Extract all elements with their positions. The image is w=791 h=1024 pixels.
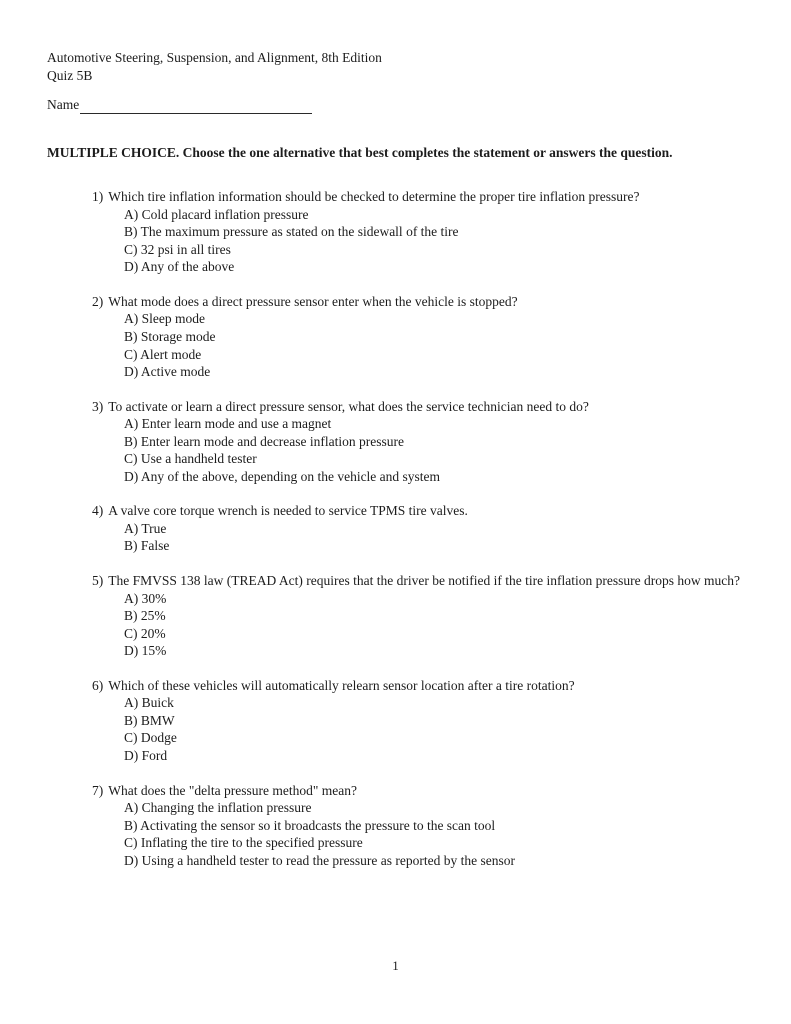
answer-option: D) Active mode xyxy=(124,364,211,380)
instructions-heading: MULTIPLE CHOICE. Choose the one alternative that best completes the statement or answers the question. xyxy=(47,144,673,160)
options-list xyxy=(124,415,742,485)
question-text: Which tire inflation information should be checked to determine the proper tire inflation pressure? xyxy=(108,189,640,205)
answer-option: D) Ford xyxy=(124,747,168,763)
answer-option: A) True xyxy=(124,520,167,536)
question-block xyxy=(92,188,742,276)
name-blank-line xyxy=(80,100,312,114)
document-header xyxy=(47,49,744,84)
question-number: 2) xyxy=(92,293,104,309)
options-list xyxy=(124,694,742,764)
answer-option: B) False xyxy=(124,538,170,554)
options-list xyxy=(124,206,742,276)
answer-option: A) Enter learn mode and use a magnet xyxy=(124,416,332,432)
question-number: 7) xyxy=(92,782,104,798)
answer-option: D) Any of the above, depending on the vehicle and system xyxy=(124,468,441,484)
answer-option: A) Changing the inflation pressure xyxy=(124,800,312,816)
answer-option: D) Any of the above xyxy=(124,259,235,275)
question xyxy=(92,782,742,800)
question xyxy=(92,188,742,206)
answer-option: B) BMW xyxy=(124,712,175,728)
answer-option: C) Use a handheld tester xyxy=(124,451,257,467)
answer-option: A) Cold placard inflation pressure xyxy=(124,206,309,222)
question-number: 3) xyxy=(92,398,104,414)
name-row xyxy=(47,96,744,114)
page-number: 1 xyxy=(392,958,399,973)
question-number: 5) xyxy=(92,573,104,589)
answer-option: C) Dodge xyxy=(124,730,177,746)
answer-option: D) Using a handheld tester to read the pressure as reported by the sensor xyxy=(124,852,515,868)
question-block xyxy=(92,502,742,555)
question-block xyxy=(92,782,742,870)
document-title: Automotive Steering, Suspension, and Alignment, 8th Edition xyxy=(47,50,382,65)
question-text: The FMVSS 138 law (TREAD Act) requires that the driver be notified if the tire inflation pressure drops how much? xyxy=(108,573,740,589)
question-text: What mode does a direct pressure sensor enter when the vehicle is stopped? xyxy=(108,293,518,309)
answer-option: C) 32 psi in all tires xyxy=(124,241,231,257)
options-list xyxy=(124,590,742,660)
question-number: 4) xyxy=(92,503,104,519)
question xyxy=(92,677,742,695)
question-text: What does the "delta pressure method" mean? xyxy=(108,782,357,798)
question xyxy=(92,502,742,520)
question xyxy=(92,398,742,416)
answer-option: B) Storage mode xyxy=(124,329,216,345)
options-list xyxy=(124,520,742,555)
options-list xyxy=(124,310,742,380)
question xyxy=(92,293,742,311)
question-block xyxy=(92,677,742,765)
answer-option: D) 15% xyxy=(124,643,167,659)
options-list xyxy=(124,799,742,869)
question xyxy=(92,572,742,590)
answer-option: A) 30% xyxy=(124,590,167,606)
question-text: A valve core torque wrench is needed to service TPMS tire valves. xyxy=(108,503,468,519)
question-block xyxy=(92,293,742,381)
answer-option: C) 20% xyxy=(124,625,166,641)
answer-option: B) Enter learn mode and decrease inflation pressure xyxy=(124,433,405,449)
question-text: To activate or learn a direct pressure sensor, what does the service technician need to do? xyxy=(108,398,589,414)
name-label: Name xyxy=(47,97,80,113)
question-text: Which of these vehicles will automatically relearn sensor location after a tire rotation? xyxy=(108,677,575,693)
quiz-title: Quiz 5B xyxy=(47,67,93,83)
answer-option: A) Buick xyxy=(124,695,174,711)
answer-option: B) 25% xyxy=(124,608,166,624)
answer-option: A) Sleep mode xyxy=(124,311,205,327)
question-block xyxy=(92,398,742,486)
question-number: 1) xyxy=(92,189,104,205)
answer-option: C) Alert mode xyxy=(124,346,202,362)
answer-option: B) The maximum pressure as stated on the sidewall of the tire xyxy=(124,224,459,240)
question-block xyxy=(92,572,742,660)
answer-option: B) Activating the sensor so it broadcasts the pressure to the scan tool xyxy=(124,817,496,833)
question-number: 6) xyxy=(92,677,104,693)
question-list xyxy=(92,188,742,869)
answer-option: C) Inflating the tire to the specified pressure xyxy=(124,835,363,851)
